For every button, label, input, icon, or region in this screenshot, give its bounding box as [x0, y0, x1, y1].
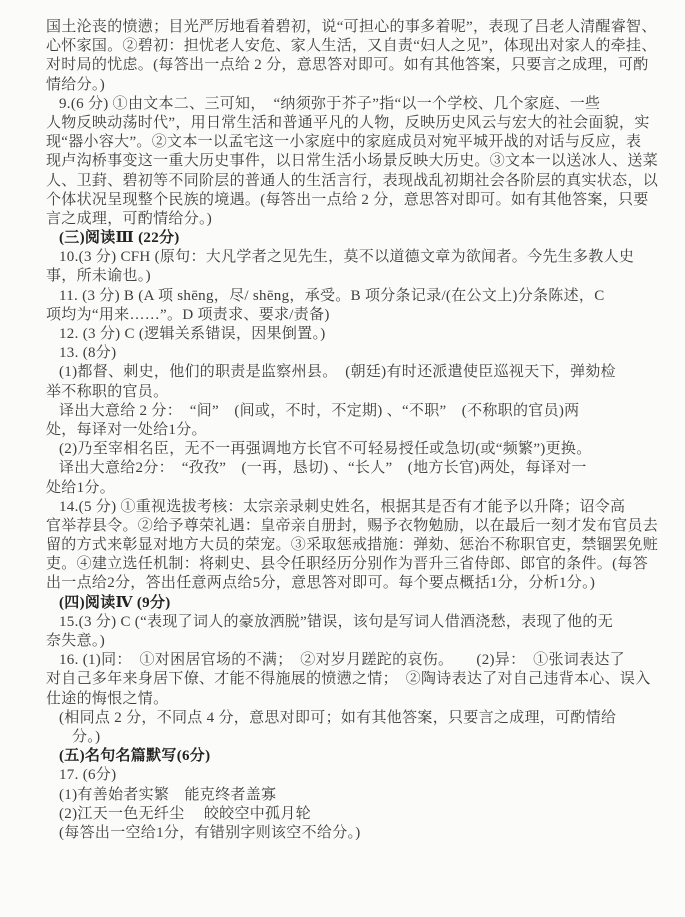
text-line: 现卢沟桥事变这一重大历史事件，以日常生活小场景反映大历史。③文本一以送冰人、送菜	[46, 153, 659, 170]
text-line: 9.(6 分) ①由文本二、三可知， “纳须弥于芥子”指“以一个学校、几个家庭、一些	[59, 95, 601, 112]
text-line: 12. (3 分) C (逻辑关系错误，因果倒置。)	[59, 326, 326, 342]
text-line: 事，所未谕也。)	[46, 268, 151, 285]
text-line: 10.(3 分) CFH (原句：大凡学者之见先生，莫不以道德文章为欲闻者。今先生多教人史	[59, 249, 635, 266]
text-line: 留的方式来彰显对地方大员的荣宠。③采取惩戒措施：弹劾、惩治不称职官吏，禁锢罢免赃	[46, 537, 659, 554]
text-line: 官举荐县令。②给予尊荣礼遇：皇帝亲自册封，赐予衣物勉励，以在最后一刻才发布官员去	[46, 517, 659, 534]
answer-sheet	[46, 18, 659, 843]
text-line: 吏。④建立选任机制：将刺史、县令任职经历分别作为晋升三省侍郎、郎官的条件。(每答	[46, 556, 648, 573]
text-line: 11. (3 分) B (A 项 shēng，尽/ shēng，承受。B 项分条记录/(在公文上)分条陈述，C	[59, 287, 605, 304]
text-line: 对自己多年来身居下僚、才能不得施展的愤懑之情； ②陶诗表达了对自己违背本心、误入	[46, 671, 651, 688]
section-heading: (五)名句名篇默写(6分)	[59, 748, 211, 765]
text-line: (2)江天一色无纤尘 皎皎空中孤月轮	[59, 805, 311, 822]
text-line: (每答出一空给1分，有错别字则该空不给分。)	[59, 824, 361, 841]
text-line: 14.(5 分) ①重视选拔考核：太宗亲录刺史姓名，根据其是否有才能予以升降；诏令高	[59, 498, 626, 515]
text-line: 心怀家国。②碧初：担忧老人安危、家人生活，又自责“妇人之见”，体现出对家人的牵挂、	[46, 38, 657, 55]
text-line: 处，每译对一处给1分。	[46, 421, 207, 438]
text-line: (2)乃至宰相名臣，无不一再强调地方长官不可轻易授任或急切(或“频繁”)更换。	[59, 441, 592, 458]
text-line: 仕途的悔恨之情。	[46, 690, 169, 707]
section-heading: (四)阅读Ⅳ (9分)	[59, 594, 171, 611]
text-line: 16. (1)同： ①对困居官场的不满； ②对岁月蹉跎的哀伤。 (2)异： ①张词表达了	[59, 652, 625, 669]
text-line: 言之成理，可酌情给分。)	[46, 210, 213, 227]
text-line: 13. (8分)	[59, 345, 117, 362]
text-line: 译出大意给2分： “孜孜” (一再，恳切) 、“长人” (地方长官)两处，每译对一	[59, 460, 587, 477]
text-line: 国土沦丧的愤懑；目光严厉地看着碧初，说“可担心的事多着呢”，表现了吕老人清醒睿智、	[46, 19, 657, 35]
text-line: 15.(3 分) C (“表现了词人的豪放洒脱”错误，该句是写词人借酒浇愁，表现了他的无	[59, 613, 614, 630]
text-line: 情给分。)	[46, 76, 105, 93]
text-line: 译出大意给 2 分： “间” (间或，不时，不定期) 、“不职” (不称职的官员)两	[59, 402, 580, 419]
text-line: 处给1分。	[46, 479, 116, 496]
text-line: 分。)	[72, 728, 101, 745]
text-line: 出一点给2分，答出任意两点给5分，意思答对即可。每个要点概括1分，分析1分。)	[46, 575, 596, 592]
text-line: 人物反映动荡时代”，用日常生活和普通平凡的人物，反映历史风云与宏大的社会面貌，实	[46, 114, 650, 131]
text-line: (1)有善始者实繁 能克终者盖寡	[59, 786, 277, 803]
text-line: 17. (6分)	[59, 767, 117, 784]
text-line: 项均为“用来……”。D 项责求、要求/责备)	[46, 306, 330, 323]
text-line: 奈失意。)	[46, 633, 105, 649]
text-line: 举不称职的官员。	[46, 383, 169, 400]
text-line: 对时局的忧虑。(每答出一点给 2 分，意思答对即可。如有其他答案，只要言之成理，可酌	[46, 57, 649, 74]
text-line: 现“器小容大”。②文本一以孟宅这一小家庭中的家庭成员对宛平城开战的对话与反应，表	[46, 134, 642, 151]
section-heading: (三)阅读Ⅲ (22分)	[59, 230, 180, 247]
text-line: (相同点 2 分，不同点 4 分，意思对即可；如有其他答案，只要言之成理，可酌情给	[59, 709, 617, 726]
text-line: 人、卫葑、碧初等不同阶层的普通人的生活言行，表现战乱初期社会各阶层的真实状态，以	[46, 172, 659, 189]
text-line: (1)都督、刺史，他们的职责是监察州县。 (朝廷)有时还派遣使臣巡视天下，弹劾检	[59, 364, 616, 381]
text-line: 个体状况呈现整个民族的境遇。(每答出一点给 2 分，意思答对即可。如有其他答案，只要	[46, 191, 649, 208]
